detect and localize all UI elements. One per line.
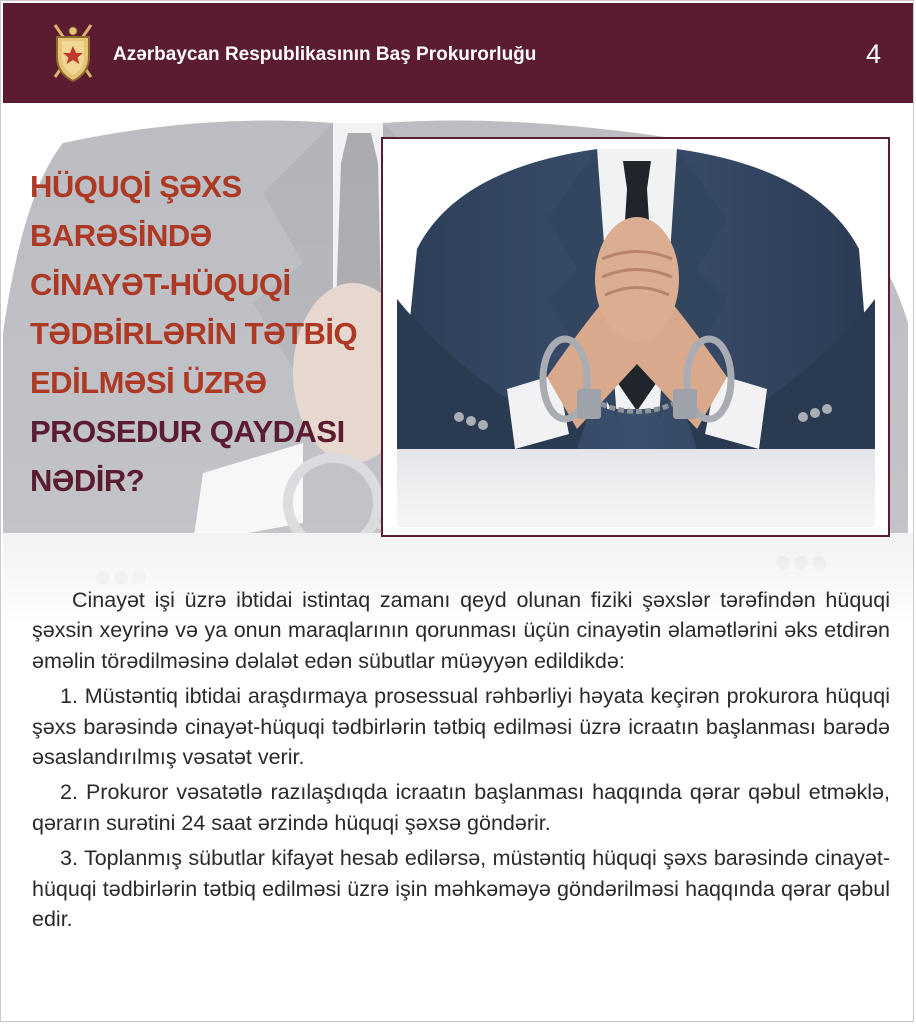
header-bar: [3, 3, 913, 103]
intro-paragraph: Cinayət işi üzrə ibtidai istintaq zamanı qeyd olunan fiziki şəxslər tərəfindən hüquqi şəxsin xeyrinə və ya onun maraqlarının qorunması üçün cinayətin əlamətlərini əks etdirən əməlin törədilməsinə dəlalət edən sübutlar müəyyən edildikdə:: [32, 588, 890, 673]
title-line: PROSEDUR QAYDASI: [30, 414, 345, 449]
title-line: TƏDBİRLƏRİN TƏTBİQ: [30, 316, 358, 351]
title-line: BARƏSİNDƏ: [30, 218, 212, 253]
title-line: CİNAYƏT-HÜQUQİ: [30, 267, 291, 302]
title-line: HÜQUQİ ŞƏXS: [30, 169, 242, 204]
organization-name: Azərbaycan Respublikasının Baş Prokurorluğu: [113, 44, 537, 65]
list-item: 2. Prokuror vəsatətlə razılaşdıqda icraatın başlanması haqqında qərar qəbul etməklə, qərarın surətini 24 saat ərzində hüquqi şəxsə göndərir.: [32, 780, 890, 835]
list-item: 1. Müstəntiq ibtidai araşdırmaya prosessual rəhbərliyi həyata keçirən prokurora hüquqi şəxs barəsində cinayət-hüquqi tədbirlərin tətbiq edilməsi üzrə icraatın başlanması barədə əsaslandırılmış vəsatət verir.: [32, 684, 890, 770]
photo-frame: [381, 137, 890, 537]
page-title: [30, 162, 390, 505]
list-item: 3. Toplanmış sübutlar kifayət hesab edilərsə, müstəntiq hüquqi şəxs barəsində cinayət-hüquqi tədbirlərin tətbiq edilməsi üzrə işin məhkəməyə göndərilməsi haqqında qərar qəbul edir.: [32, 846, 890, 932]
prosecutor-emblem-icon: [47, 19, 99, 87]
title-line: NƏDİR?: [30, 463, 145, 498]
page-number: 4: [865, 39, 881, 69]
body-text: [32, 585, 890, 934]
title-line: EDİLMƏSİ ÜZRƏ: [30, 365, 267, 400]
handcuffed-man-photo: [397, 149, 875, 527]
